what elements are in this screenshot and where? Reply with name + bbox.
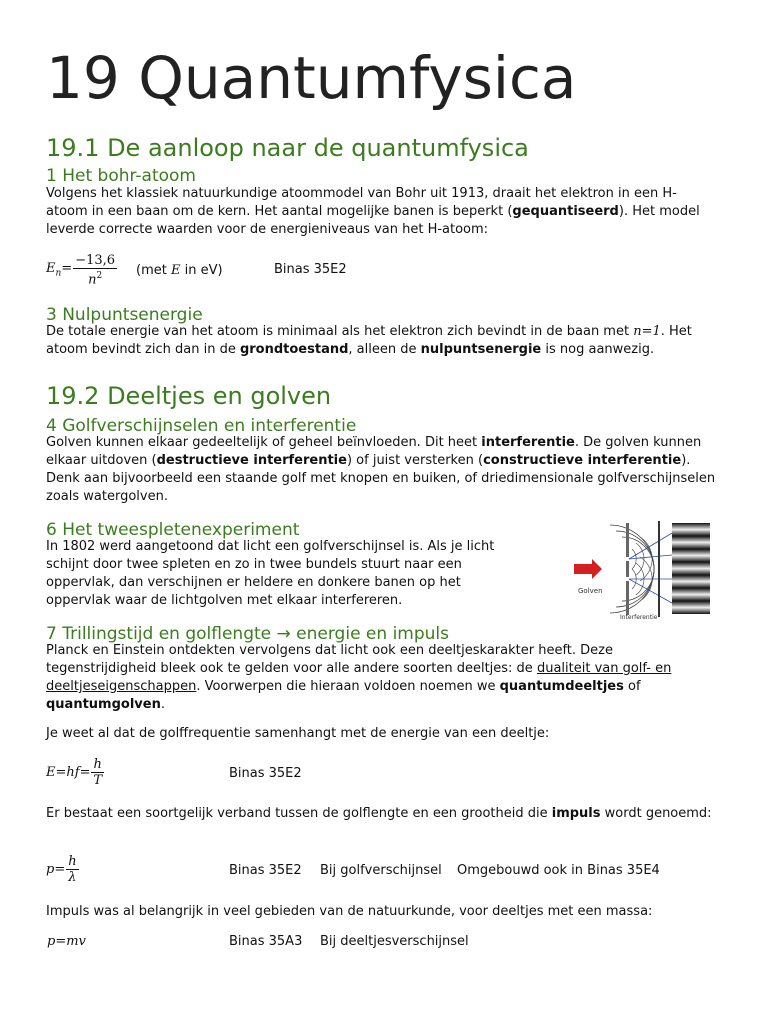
binas-ref-35e2-c: Binas 35E2 xyxy=(229,863,302,878)
formula-energy-frequency xyxy=(46,757,105,788)
section-heading-19-2: 19.2 Deeltjes en golven xyxy=(46,382,332,410)
formula-equals: = xyxy=(61,261,73,277)
binas-ref-35e2-b: Binas 35E2 xyxy=(229,766,302,781)
paragraph-impuls: Er bestaat een soortgelijk verband tussen de golflengte en een grootheid die impuls wordt genoemd: xyxy=(46,806,712,821)
paragraph-interferentie: Golven kunnen elkaar gedeeltelijk of geheel beïnvloeden. Dit heet interferentie. De golven kunnen elkaar uitdoven (destructieve interferentie) of juist versterken (constructieve interferentie). Denk aan bijvoorbeeld een staande golf met knopen en buiken, of driedimensionale golfverschijnselen zoals watergolven. xyxy=(46,435,716,504)
double-slit-illustration xyxy=(566,517,714,621)
term-dualiteit: dualiteit van golf- en deeltjeseigenschappen xyxy=(46,661,672,694)
paragraph-impuls-massa: Impuls was al belangrijk in veel gebieden van de natuurkunde, voor deeltjes met een massa: xyxy=(46,904,653,919)
term-destructieve: destructieve interferentie xyxy=(156,453,347,468)
formula-momentum-wavelength xyxy=(46,854,80,885)
label-golven: Golven xyxy=(578,587,603,595)
term-quantumgolven: quantumgolven xyxy=(46,697,161,712)
formula-e-hf: E=hf= xyxy=(46,765,91,780)
term-grondtoestand: grondtoestand xyxy=(239,342,349,357)
note-omgebouwd: Omgebouwd ook in Binas 35E4 xyxy=(457,863,660,878)
double-slit-figure xyxy=(566,517,714,621)
math-n-equals-1: n=1 xyxy=(633,324,661,339)
formula-note: (met E in eV) xyxy=(136,262,223,278)
paragraph-dualiteit: Planck en Einstein ontdekten vervolgens dat licht ook een deeltjeskarakter heeft. Deze tegenstrijdigheid bleek ook te gelden voor alle andere soorten deeltjes: de dualiteit van golf- en deeltjeseigenschappen. Voorwerpen die hieraan voldoen noemen we quantumdeeltjes of quantumgolven. xyxy=(46,643,672,712)
formula-n-subscript: n xyxy=(55,268,62,279)
subheading-nulpuntsenergie: 3 Nulpuntsenergie xyxy=(46,305,203,325)
subheading-golfverschijnselen: 4 Golfverschijnselen en interferentie xyxy=(46,416,357,436)
formula-denominator: n xyxy=(88,272,97,288)
term-gequantiseerd: gequantiseerd xyxy=(512,204,619,219)
term-constructieve: constructieve interferentie xyxy=(483,453,682,468)
binas-ref-35a3: Binas 35A3 xyxy=(229,934,303,949)
formula-e-symbol: E xyxy=(46,261,56,277)
formula-h-over-lambda: $\frac{h}{\lambda}$ xyxy=(68,854,77,885)
paragraph-bohr-text-2: ). Het model leverde correcte waarden voor de energieniveaus van het H-atoom: xyxy=(46,204,700,237)
paragraph-tweespleten: In 1802 werd aangetoond dat licht een golfverschijnsel is. Als je licht schijnt door twee spleten en zo in twee bundels stuurt naar een oppervlak, dan verschijnen er heldere en donkere banen op het oppervlak waar de lichtgolven met elkaar interfereren. xyxy=(46,539,495,608)
formula-numerator: −13,6 xyxy=(75,253,116,268)
term-nulpuntsenergie: nulpuntsenergie xyxy=(420,342,542,357)
formula-energy-levels xyxy=(46,253,223,287)
label-interferentie: Interferentie xyxy=(620,614,658,621)
page-title: 19 Quantumfysica xyxy=(46,44,577,112)
formula-p-mv: p=mv xyxy=(47,934,86,949)
binas-ref-35e2-a: Binas 35E2 xyxy=(274,262,347,277)
term-impuls: impuls xyxy=(551,806,601,821)
section-heading-19-1: 19.1 De aanloop naar de quantumfysica xyxy=(46,134,529,162)
subheading-tweespleten: 6 Het tweespletenexperiment xyxy=(46,520,300,540)
formula-exponent: 2 xyxy=(96,271,103,281)
note-deeltjesverschijnsel: Bij deeltjesverschijnsel xyxy=(320,934,469,949)
subheading-bohr-atoom: 1 Het bohr-atoom xyxy=(46,166,196,186)
paragraph-bohr-text-1: Volgens het klassiek natuurkundige atoommodel van Bohr uit 1913, draait het elektron in een H-atoom in een baan om de kern. Het aantal mogelijke banen is beperkt ( xyxy=(46,186,677,219)
note-golfverschijnsel: Bij golfverschijnsel xyxy=(320,863,442,878)
term-quantumdeeltjes: quantumdeeltjes xyxy=(499,679,624,694)
paragraph-nulpunt: De totale energie van het atoom is minimaal als het elektron zich bevindt in de baan met n=1. Het atoom bevindt zich dan in de grondtoestand, alleen de nulpuntsenergie is nog aanwezig. xyxy=(46,324,692,357)
paragraph-bohr xyxy=(46,185,716,239)
subheading-trillingstijd: 7 Trillingstijd en golflengte → energie en impuls xyxy=(46,624,450,644)
formula-p-equals: p= xyxy=(46,862,66,877)
formula-fraction xyxy=(73,253,117,287)
formula-h-over-t: $\frac{h}{T}$ xyxy=(93,757,102,788)
paragraph-golffrequentie: Je weet al dat de golffrequentie samenhangt met de energie van een deeltje: xyxy=(46,726,550,741)
term-interferentie: interferentie xyxy=(481,435,575,450)
